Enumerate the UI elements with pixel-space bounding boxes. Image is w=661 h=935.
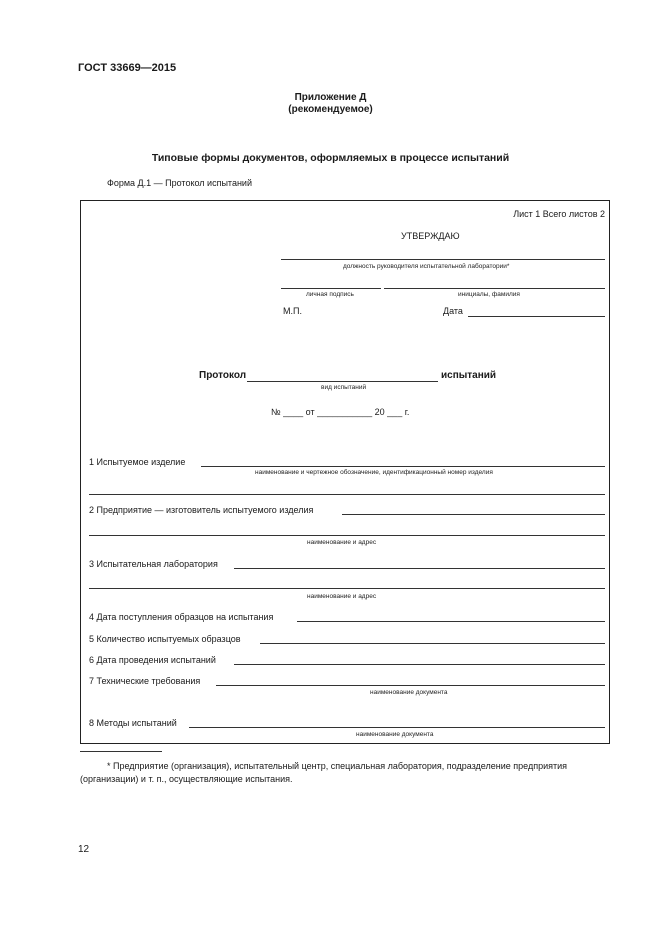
field-2-line-2[interactable] xyxy=(89,535,605,536)
standard-header: ГОСТ 33669—2015 xyxy=(78,62,177,74)
appendix-subtitle: (рекомендуемое) xyxy=(288,104,373,115)
appendix-title: Приложение Д xyxy=(294,92,367,103)
field-3-line-2[interactable] xyxy=(89,588,605,589)
field-8-line[interactable] xyxy=(189,727,605,728)
field-6-label: 6 Дата проведения испытаний xyxy=(89,655,216,665)
section-title: Типовые формы документов, оформляемых в процессе испытаний xyxy=(151,152,510,164)
field-3-caption: наименование и адрес xyxy=(307,593,377,600)
sheet-info: Лист 1 Всего листов 2 xyxy=(513,209,605,219)
footnote: * Предприятие (организация), испытательный центр, специальная лаборатория, подразделение предприятия (организации) и т. п., осуществляющие испытания. xyxy=(80,761,567,784)
position-caption: должность руководителя испытательной лаборатории* xyxy=(343,263,510,270)
field-1-line[interactable] xyxy=(201,466,605,467)
field-7-line[interactable] xyxy=(216,685,605,686)
field-4-line[interactable] xyxy=(297,621,605,622)
signature-caption: личная подпись xyxy=(306,291,354,298)
field-8-label: 8 Методы испытаний xyxy=(89,718,177,728)
test-type-caption: вид испытаний xyxy=(321,384,367,391)
field-7-label: 7 Технические требования xyxy=(89,676,201,686)
test-type-line[interactable] xyxy=(247,381,438,382)
field-1-label: 1 Испытуемое изделие xyxy=(89,457,186,467)
field-1-line-2[interactable] xyxy=(89,494,605,495)
approve-label: УТВЕРЖДАЮ xyxy=(401,231,460,241)
initials-line[interactable] xyxy=(384,288,605,289)
field-4-label: 4 Дата поступления образцов на испытания xyxy=(89,612,274,622)
field-2-line[interactable] xyxy=(342,514,605,515)
form-label: Форма Д.1 — Протокол испытаний xyxy=(107,178,252,188)
signature-line[interactable] xyxy=(281,288,381,289)
form-frame xyxy=(80,200,610,744)
field-2-label: 2 Предприятие — изготовитель испытуемого изделия xyxy=(89,505,314,515)
field-8-caption: наименование документа xyxy=(356,731,434,738)
stamp-label: М.П. xyxy=(283,306,302,316)
field-5-line[interactable] xyxy=(260,643,605,644)
field-1-caption: наименование и чертежное обозначение, идентификационный номер изделия xyxy=(255,469,493,476)
date-line[interactable] xyxy=(468,316,605,317)
protocol-word: Протокол xyxy=(199,370,247,381)
field-5-label: 5 Количество испытуемых образцов xyxy=(89,634,241,644)
field-7-caption: наименование документа xyxy=(370,689,448,696)
date-label: Дата xyxy=(443,306,463,316)
protocol-number: № ____ от ___________ 20 ___ г. xyxy=(271,407,410,417)
page-number: 12 xyxy=(78,844,90,855)
field-2-caption: наименование и адрес xyxy=(307,539,377,546)
position-line[interactable] xyxy=(281,259,605,260)
appendix-heading xyxy=(0,92,661,116)
initials-caption: инициалы, фамилия xyxy=(458,291,520,298)
tests-word: испытаний xyxy=(441,370,497,381)
field-6-line[interactable] xyxy=(234,664,605,665)
footnote-rule xyxy=(80,751,162,752)
field-3-label: 3 Испытательная лаборатория xyxy=(89,559,218,569)
field-3-line[interactable] xyxy=(234,568,605,569)
